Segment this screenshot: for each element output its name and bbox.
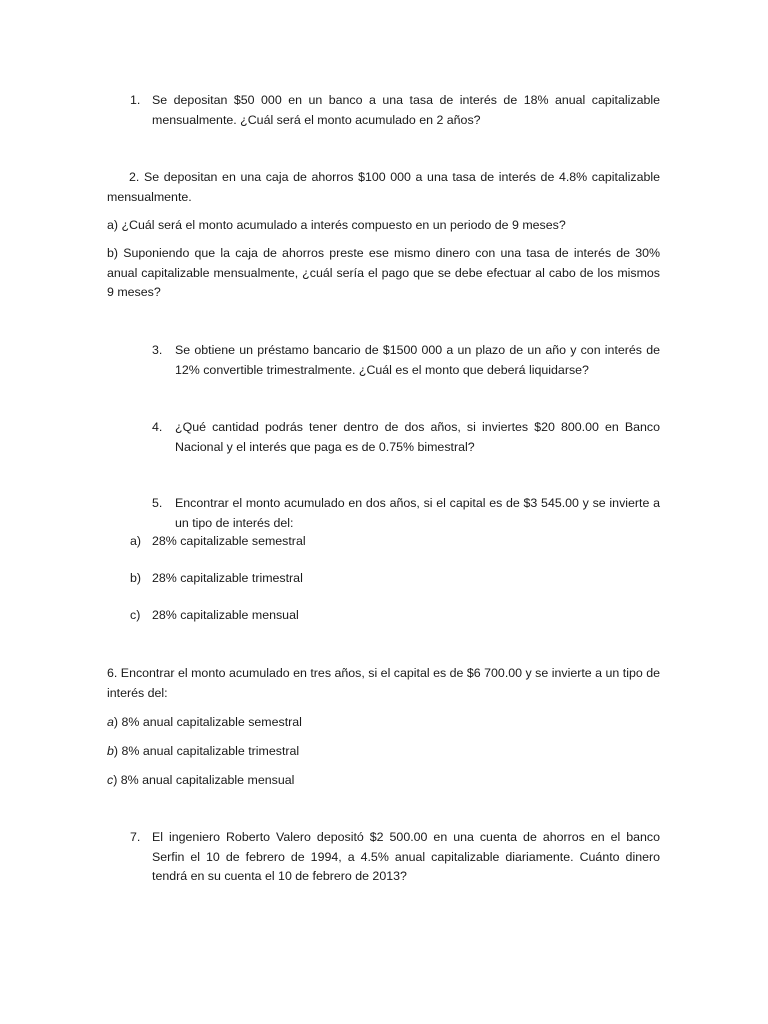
question-5-option-a: [130, 532, 306, 552]
question-2-part-a: a) ¿Cuál será el monto acumulado a interés compuesto en un periodo de 9 meses?: [107, 218, 566, 232]
option-text: 28% capitalizable mensual: [152, 608, 299, 622]
option-text: 28% capitalizable semestral: [152, 534, 306, 548]
question-3-text: Se obtiene un préstamo bancario de $1500 000 a un plazo de un año y con interés de 12% convertible trimestralmente. ¿Cuál es el monto que deberá liquidarse?: [175, 343, 660, 377]
question-3-number: 3.: [152, 343, 163, 357]
question-5-option-b: [130, 569, 303, 589]
option-text: ) 8% anual capitalizable semestral: [113, 715, 302, 729]
option-label: b): [130, 571, 142, 585]
question-7-number: 7.: [130, 830, 141, 844]
question-1-number: 1.: [130, 93, 141, 107]
option-label: a: [107, 715, 114, 729]
question-5-number: 5.: [152, 496, 163, 510]
option-label: c: [107, 773, 114, 787]
question-2-text: 2. Se depositan en una caja de ahorros $100 000 a una tasa de interés de 4.8% capitalizable mensualmente.: [107, 170, 660, 204]
question-1-text: Se depositan $50 000 en un banco a una tasa de interés de 18% anual capitalizable mensualmente. ¿Cuál será el monto acumulado en 2 años?: [152, 93, 660, 127]
question-5-option-c: [130, 606, 299, 626]
option-text: ) 8% anual capitalizable mensual: [113, 773, 295, 787]
option-text: ) 8% anual capitalizable trimestral: [113, 744, 300, 758]
question-4-number: 4.: [152, 420, 163, 434]
question-7-text: El ingeniero Roberto Valero depositó $2 500.00 en una cuenta de ahorros en el banco Serfin el 10 de febrero de 1994, a 4.5% anual capitalizable diariamente. Cuánto dinero tendrá en su cuenta el 10 de febrero de 2013?: [152, 830, 660, 883]
option-label: c): [130, 608, 141, 622]
question-6-option-c: [107, 771, 294, 791]
question-6-text: 6. Encontrar el monto acumulado en tres años, si el capital es de $6 700.00 y se invierte a un tipo de interés del:: [107, 666, 660, 700]
question-2-part-b: b) Suponiendo que la caja de ahorros preste ese mismo dinero con una tasa de interés de 30% anual capitalizable mensualmente, ¿cuál sería el pago que se debe efectuar al cabo de los mismos 9 meses?: [107, 246, 660, 299]
question-4-text: ¿Qué cantidad podrás tener dentro de dos años, si inviertes $20 800.00 en Banco Nacional y el interés que paga es de 0.75% bimestral?: [175, 420, 660, 454]
question-6-option-a: [107, 713, 302, 733]
option-text: 28% capitalizable trimestral: [152, 571, 303, 585]
option-label: b: [107, 744, 114, 758]
option-label: a): [130, 534, 142, 548]
question-5-text: Encontrar el monto acumulado en dos años, si el capital es de $3 545.00 y se invierte a un tipo de interés del:: [175, 496, 660, 530]
question-6-option-b: [107, 742, 299, 762]
